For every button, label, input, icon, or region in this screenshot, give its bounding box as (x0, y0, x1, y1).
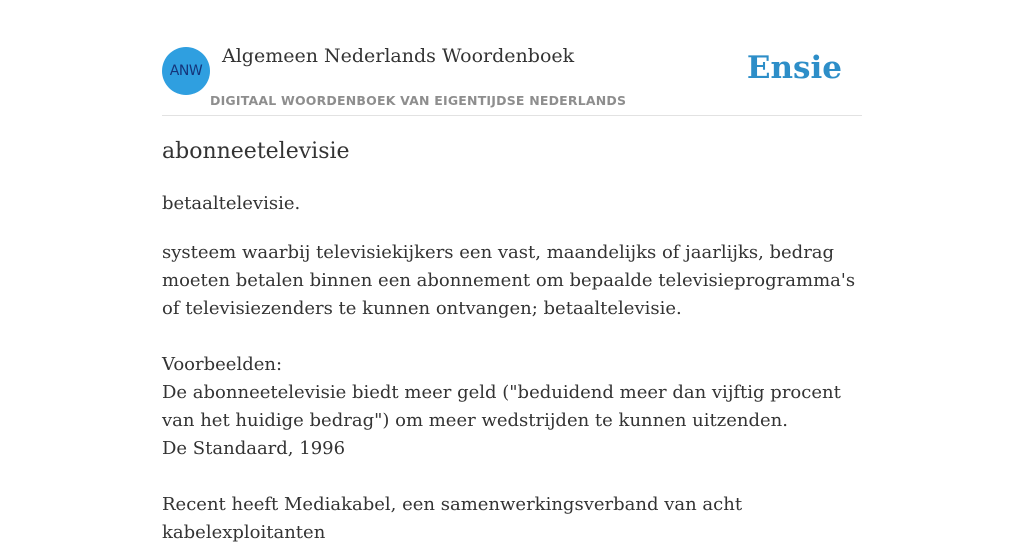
entry-word: abonneetelevisie (162, 139, 350, 164)
entry-definition-block (162, 239, 867, 547)
site-subtitle: DIGITAAL WOORDENBOEK VAN EIGENTIJDSE NEDERLANDS (210, 93, 627, 108)
example-text: Recent heeft Mediakabel, een samenwerkingsverband van acht kabelexploitanten (162, 494, 743, 543)
definition-text: systeem waarbij televisiekijkers een vast, maandelijks of jaarlijks, bedrag moeten betalen binnen een abonnement om bepaalde televisieprogramma's of televisiezenders te kunnen ontvangen; betaaltelevisie. (162, 242, 856, 319)
example-source: De Standaard, 1996 (162, 438, 346, 459)
spacer (162, 323, 867, 351)
anw-logo[interactable]: ANW (162, 47, 210, 95)
site-header (162, 0, 862, 116)
examples-label: Voorbeelden: (162, 354, 283, 375)
site-title[interactable]: Algemeen Nederlands Woordenboek (222, 45, 575, 67)
entry-synonym: betaaltelevisie. (162, 193, 301, 214)
ensie-logo[interactable]: Ensie (746, 50, 842, 86)
example-text: De abonneetelevisie biedt meer geld ("beduidend meer dan vijftig procent van het huidige bedrag") om meer wedstrijden te kunnen uitzenden. (162, 382, 841, 431)
spacer (162, 463, 867, 491)
